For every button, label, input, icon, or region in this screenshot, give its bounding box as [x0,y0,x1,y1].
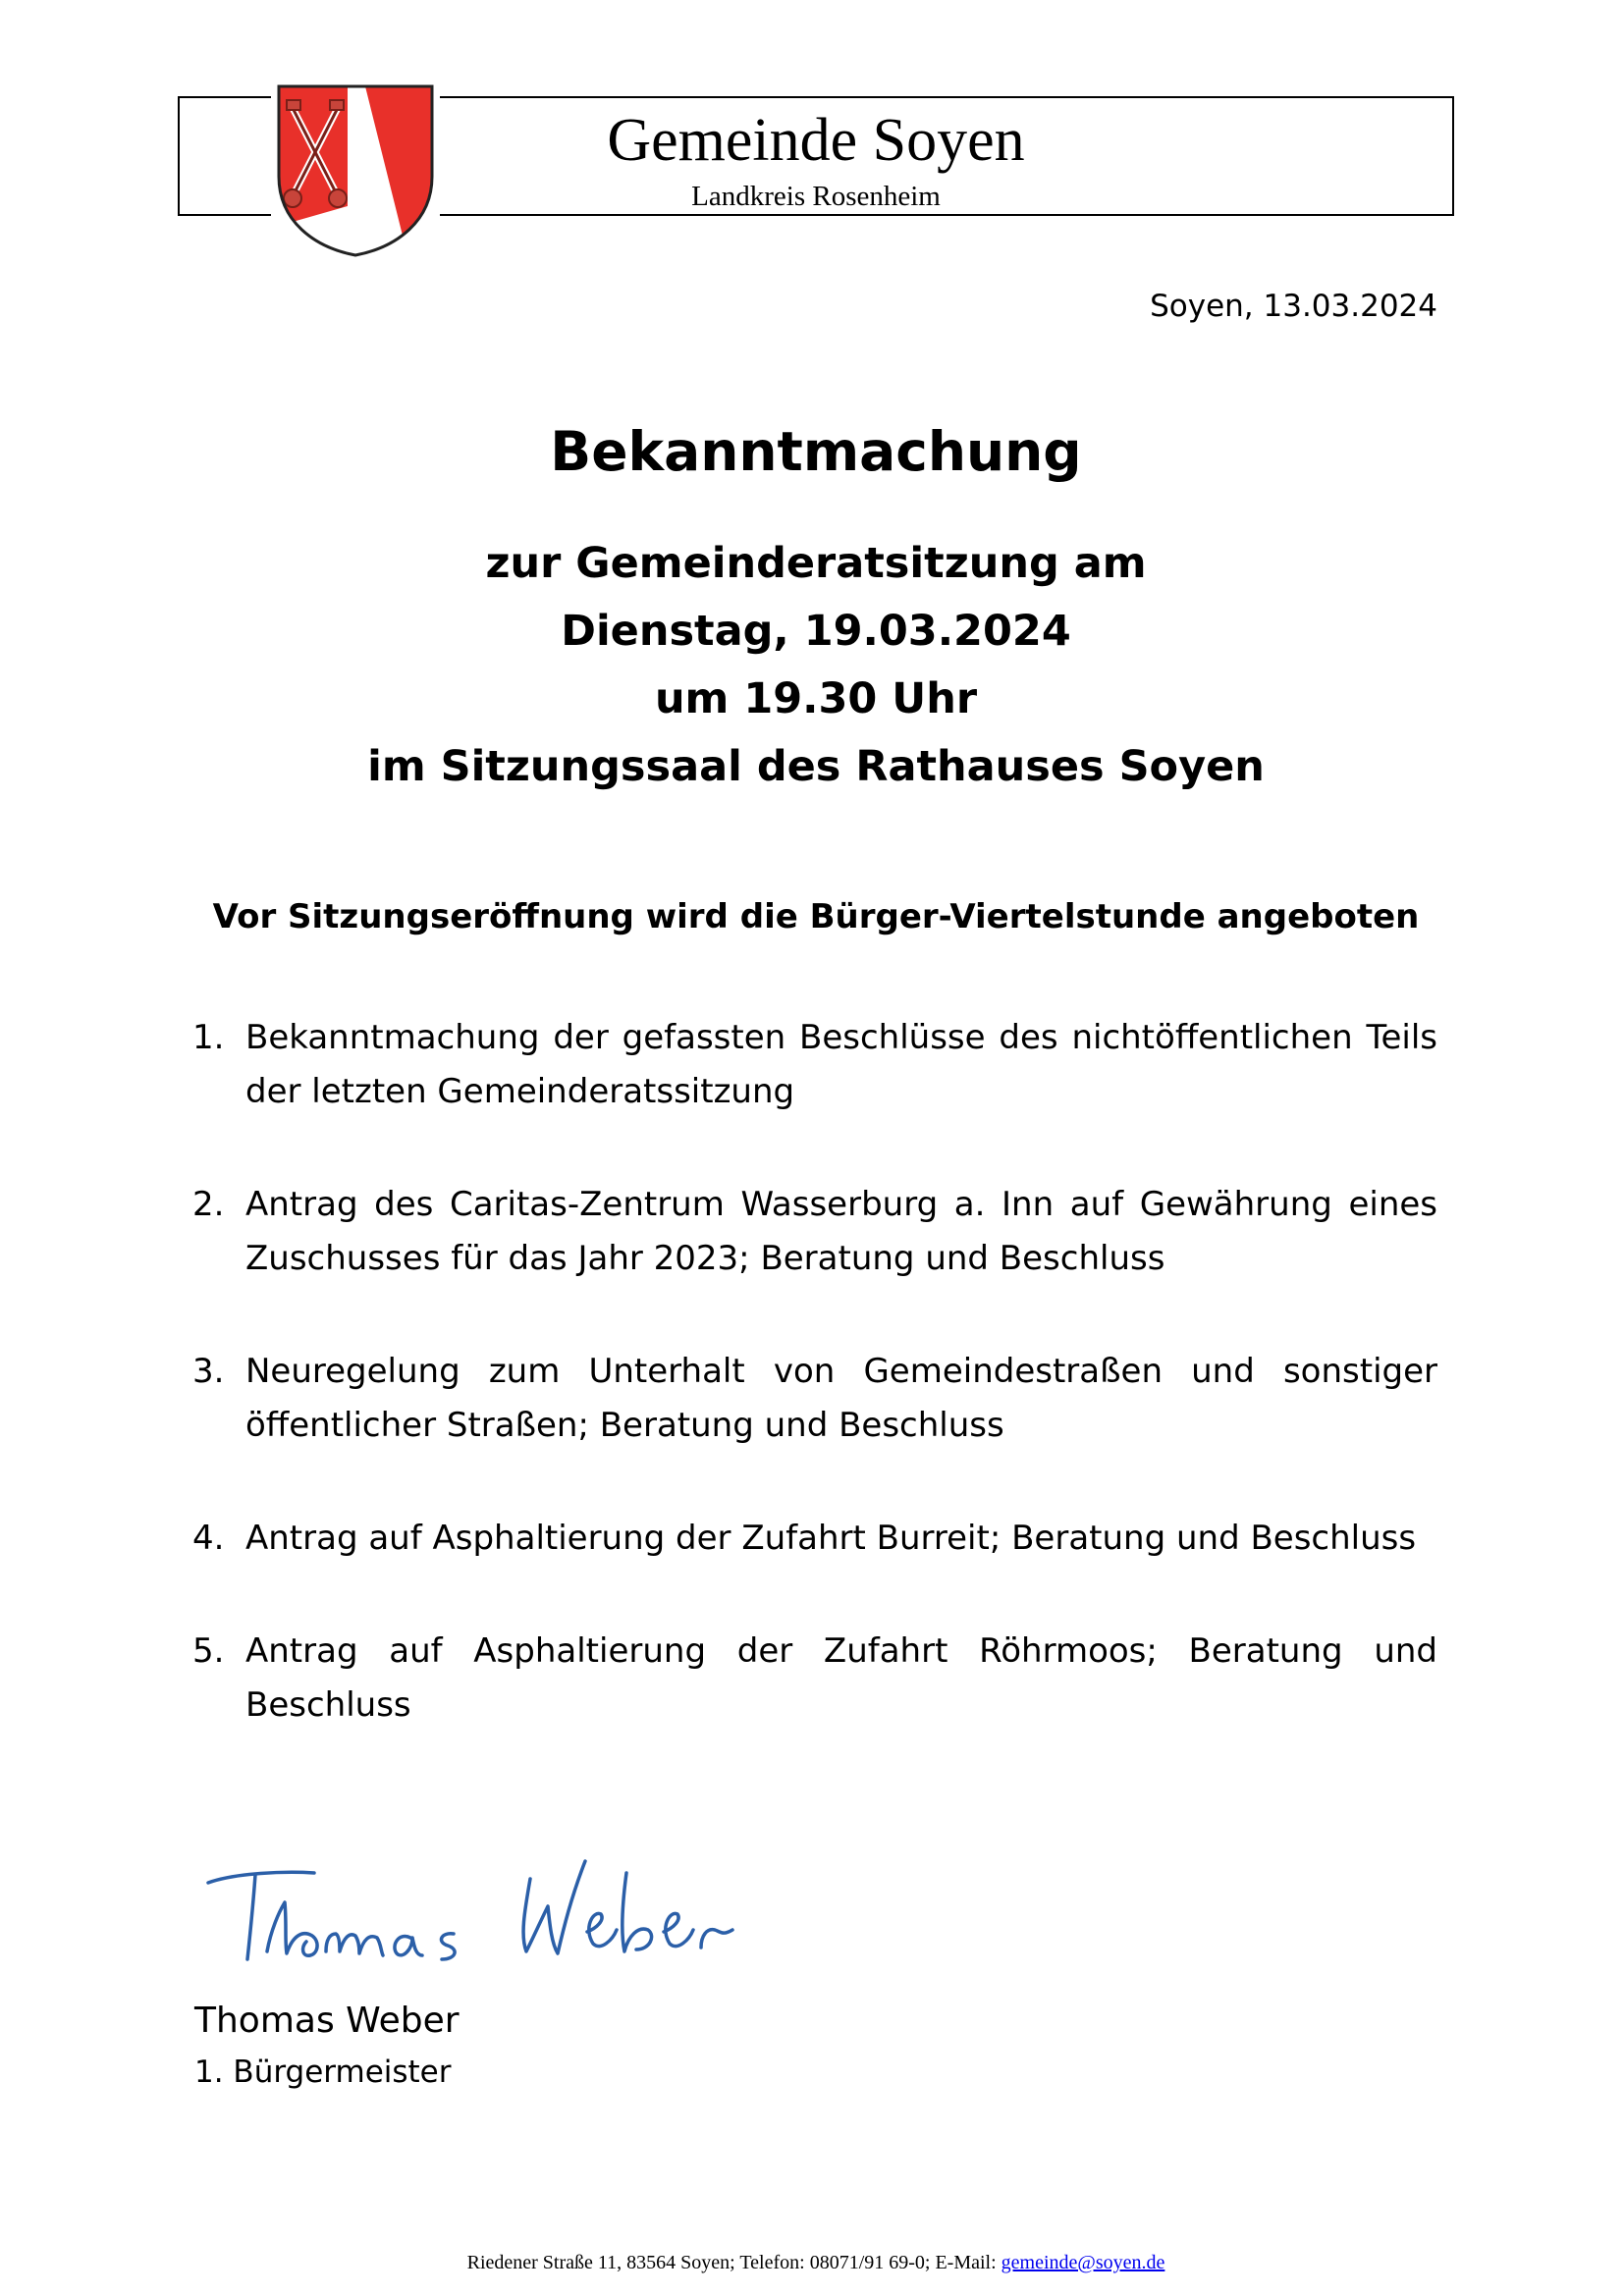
meeting-line-1: zur Gemeinderatsitzung am [485,539,1147,588]
email-link[interactable]: gemeinde@soyen.de [1001,2252,1165,2273]
handwritten-signature [196,1834,785,1981]
agenda-item-text: Antrag auf Asphaltierung der Zufahrt Burreit; Beratung und Beschluss [245,1519,1417,1558]
agenda-item-number: 5. [192,1631,225,1671]
agenda-item-text: Antrag des Caritas-Zentrum Wasserburg a. Inn auf Gewährung eines Zuschusses für das Jahr 2023; Beratung und Beschluss [245,1185,1437,1278]
signer-name: Thomas Weber [194,2001,460,2041]
agenda-item [192,1512,1437,1566]
meeting-details [0,530,1624,801]
agenda-item [192,1178,1437,1286]
agenda-item [192,1625,1437,1733]
meeting-time: um 19.30 Uhr [654,674,978,723]
agenda-item-number: 3. [192,1352,225,1391]
municipality-name: Gemeinde Soyen [607,107,1025,174]
agenda-item [192,1345,1437,1453]
document-title: Bekanntmachung [550,420,1082,483]
agenda-list [192,1011,1437,1791]
place-and-date: Soyen, 13.03.2024 [1150,289,1437,324]
signer-role: 1. Bürgermeister [194,2055,452,2090]
footer-address: Riedener Straße 11, 83564 Soyen; Telefon: 08071/91 69-0; E-Mail: [466,2252,1001,2273]
agenda-item-text: Neuregelung zum Unterhalt von Gemeindestraßen und sonstiger öffentlicher Straßen; Beratung und Beschluss [245,1352,1437,1445]
agenda-item-number: 4. [192,1519,225,1558]
citizen-hour-notice: Vor Sitzungseröffnung wird die Bürger-Viertelstunde angeboten [212,897,1420,936]
agenda-item [192,1011,1437,1119]
meeting-location: im Sitzungssaal des Rathauses Soyen [367,742,1265,791]
footer-contact [0,2250,1624,2275]
agenda-item-number: 2. [192,1185,225,1224]
agenda-item-text: Antrag auf Asphaltierung der Zufahrt Röhrmoos; Beratung und Beschluss [245,1631,1437,1725]
agenda-item-text: Bekanntmachung der gefassten Beschlüsse des nichtöffentlichen Teils der letzten Gemeinderatssitzung [245,1018,1437,1111]
agenda-item-number: 1. [192,1018,225,1057]
district-name: Landkreis Rosenheim [691,181,941,212]
meeting-date: Dienstag, 19.03.2024 [561,607,1071,656]
